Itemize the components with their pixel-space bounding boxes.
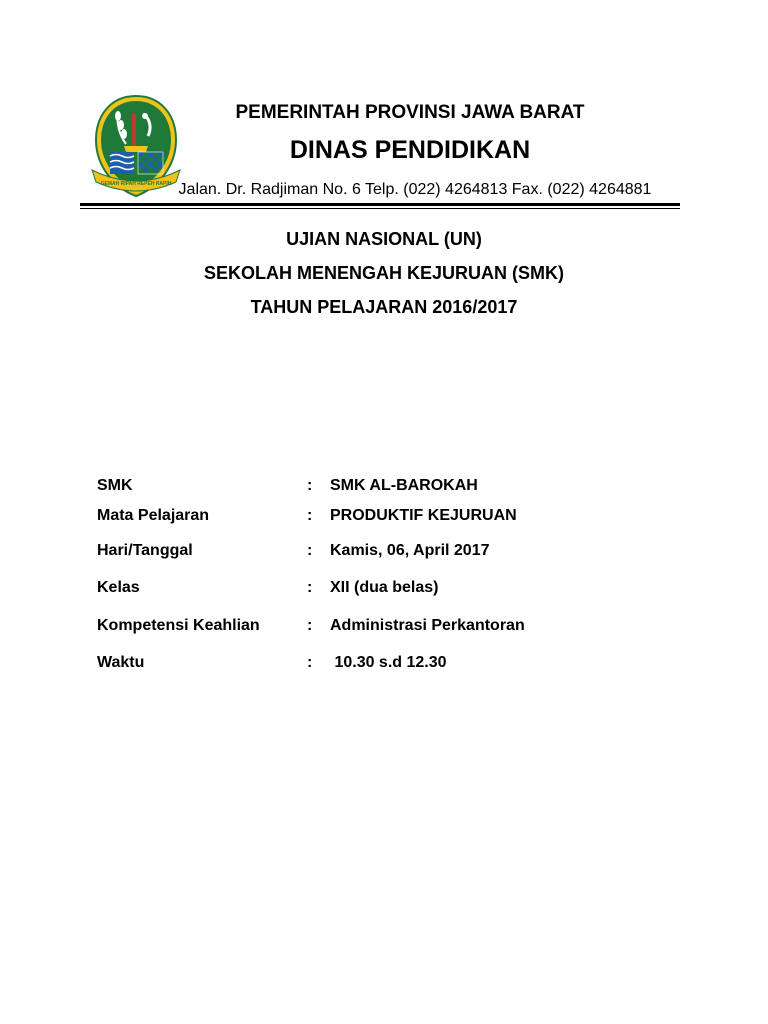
info-colon: : <box>307 477 313 494</box>
header-department-name: DINAS PENDIDIKAN <box>289 136 531 164</box>
info-colon: : <box>307 542 313 559</box>
info-label: Mata Pelajaran <box>97 507 210 524</box>
info-row-class <box>0 579 768 601</box>
info-value: XII (dua belas) <box>330 579 439 596</box>
info-value: SMK AL-BAROKAH <box>330 477 478 494</box>
info-colon: : <box>307 654 313 671</box>
header-divider-thick <box>80 203 680 206</box>
info-value: PRODUKTIF KEJURUAN <box>330 507 517 524</box>
header-address: Jalan. Dr. Radjiman No. 6 Telp. (022) 4264813 Fax. (022) 4264881 <box>178 181 652 198</box>
info-row-subject <box>0 507 768 529</box>
exam-title-line3: TAHUN PELAJARAN 2016/2017 <box>250 297 518 317</box>
info-colon: : <box>307 617 313 634</box>
info-colon: : <box>307 579 313 596</box>
info-row-time <box>0 654 768 676</box>
svg-text:GEMAH RIPAH REPEH RAPIH: GEMAH RIPAH REPEH RAPIH <box>100 181 172 187</box>
info-label: Waktu <box>97 654 145 671</box>
info-row-date <box>0 542 768 564</box>
info-colon: : <box>307 507 313 524</box>
info-label: SMK <box>97 477 133 494</box>
info-value: Administrasi Perkantoran <box>330 617 525 634</box>
header-divider-thin <box>80 208 680 209</box>
header-government-name: PEMERINTAH PROVINSI JAWA BARAT <box>235 102 585 123</box>
info-value: 10.30 s.d 12.30 <box>330 654 447 671</box>
info-label: Kelas <box>97 579 140 596</box>
exam-title-line2: SEKOLAH MENENGAH KEJURUAN (SMK) <box>203 263 564 283</box>
info-value: Kamis, 06, April 2017 <box>330 542 490 559</box>
info-label: Kompetensi Keahlian <box>97 617 260 634</box>
info-label: Hari/Tanggal <box>97 542 193 559</box>
info-row-school <box>0 477 768 499</box>
exam-title-line1: UJIAN NASIONAL (UN) <box>286 229 482 249</box>
info-row-competency <box>0 617 768 639</box>
